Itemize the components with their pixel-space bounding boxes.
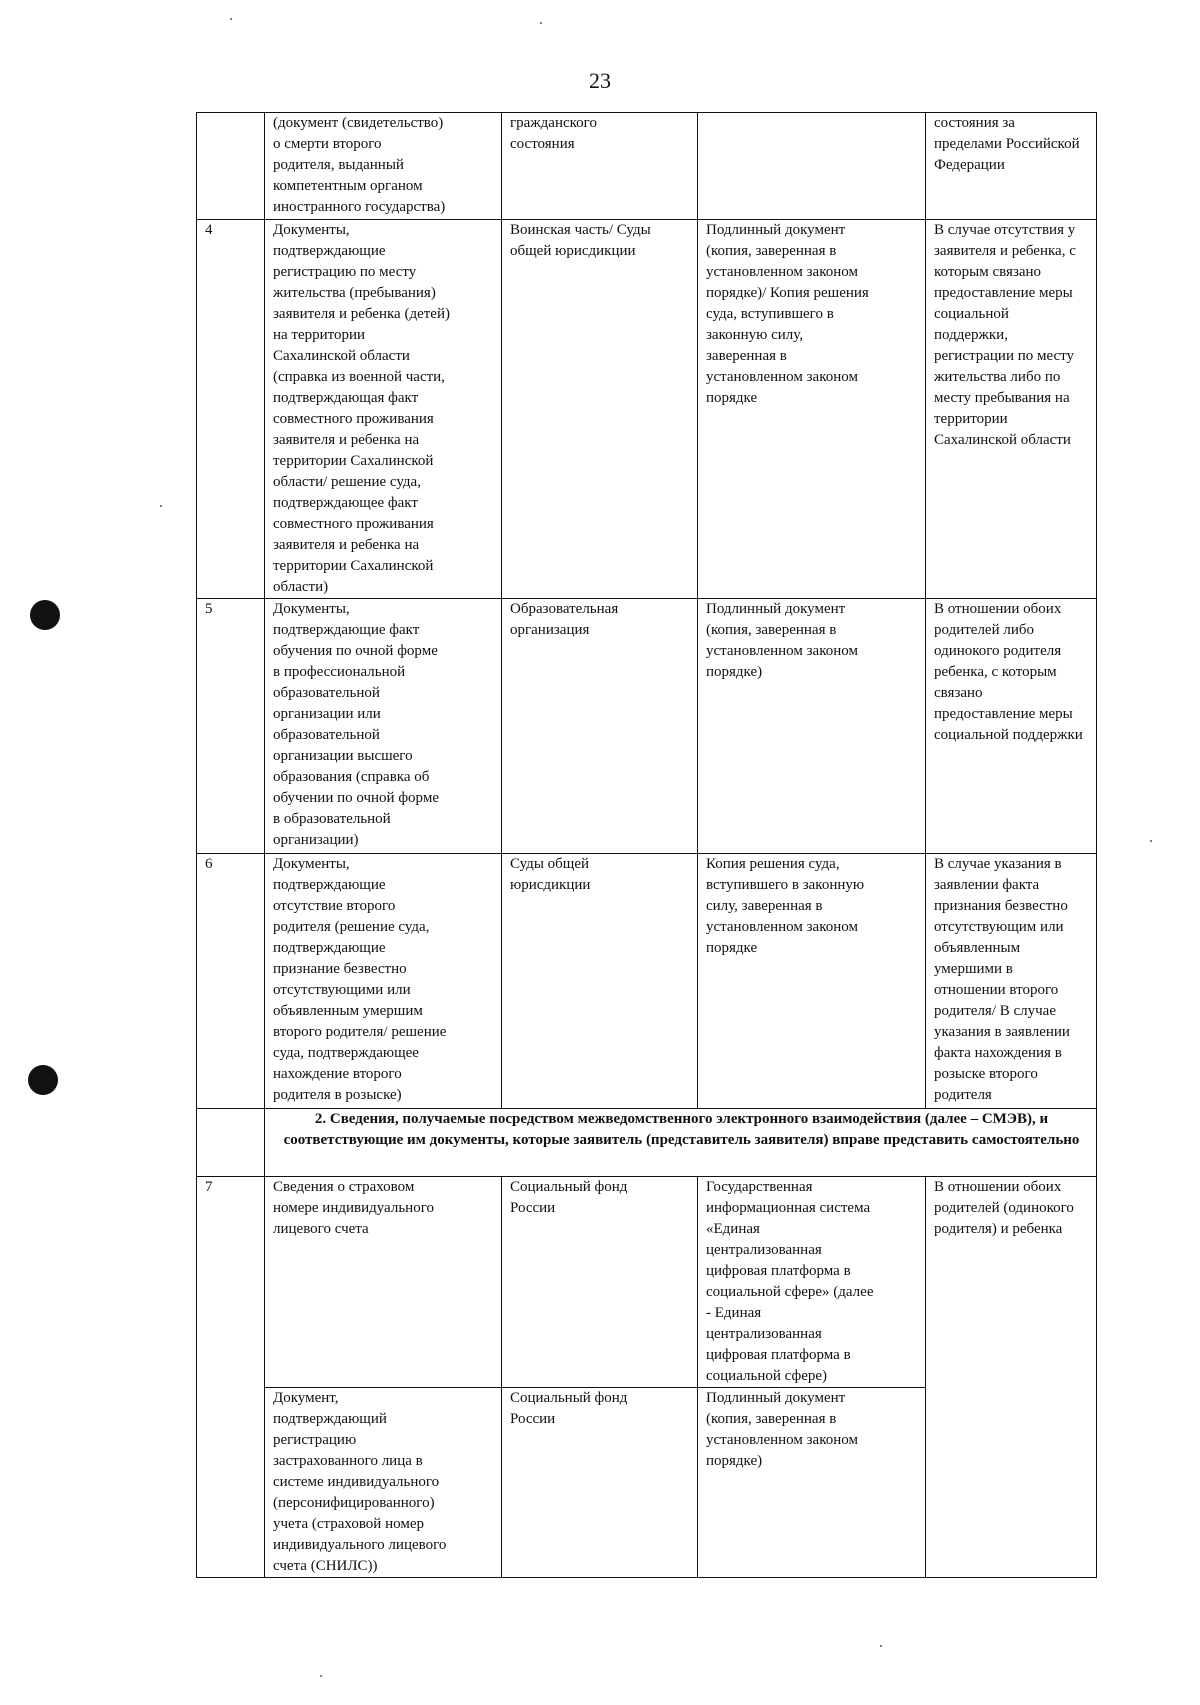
punch-hole-mark-bottom [28,1065,58,1095]
table-row [197,854,1097,1109]
document-cell: Документ, подтверждающий регистрацию застрахованного лица в системе индивидуального (персонифицированного) учета (страховой номер индивидуального лицевого счета (СНИЛС)) [265,1388,502,1578]
document-cell: Сведения о страховом номере индивидуального лицевого счета [265,1177,502,1388]
scan-speck [880,1645,882,1647]
notes-cell: В случае отсутствия у заявителя и ребенка, с которым связано предоставление меры социальной поддержки, регистрации по месту жительства либо по месту пребывания на территории Сахалинской области [926,220,1097,599]
row-number: 4 [197,220,265,599]
source-cell: Социальный фонд России [502,1388,698,1578]
scan-speck [160,505,162,507]
form-cell: Подлинный документ (копия, заверенная в установленном законом порядке) [698,1388,926,1578]
source-cell: Социальный фонд России [502,1177,698,1388]
table-row [197,220,1097,599]
notes-cell: В отношении обоих родителей либо одинокого родителя ребенка, с которым связано предоставление меры социальной поддержки [926,599,1097,854]
section-heading: 2. Сведения, получаемые посредством межведомственного электронного взаимодействия (далее – СМЭВ), и соответствующие им документы, которые заявитель (представитель заявителя) вправе представить самостоятельно [265,1109,1097,1177]
row-number [197,113,265,220]
notes-cell: В отношении обоих родителей (одинокого родителя) и ребенка [926,1177,1097,1578]
form-cell [698,113,926,220]
document-cell: Документы, подтверждающие факт обучения по очной форме в профессиональной образовательной организации или образовательной организации высшего образования (справка об обучении по очной форме в образовательной организации) [265,599,502,854]
row-number: 7 [197,1177,265,1578]
source-cell: гражданского состояния [502,113,698,220]
scan-speck [320,1675,322,1677]
form-cell: Государственная информационная система «Единая централизованная цифровая платформа в социальной сфере» (далее - Единая централизованная цифровая платформа в социальной сфере) [698,1177,926,1388]
scan-speck [540,22,542,24]
section-heading-row [197,1109,1097,1177]
table-row-continuation [197,113,1097,220]
form-cell: Подлинный документ (копия, заверенная в установленном законом порядке)/ Копия решения суда, вступившего в законную силу, заверенная в установленном законом порядке [698,220,926,599]
scan-speck [1150,840,1152,842]
form-cell: Подлинный документ (копия, заверенная в установленном законом порядке) [698,599,926,854]
punch-hole-mark-top [30,600,60,630]
table-row [197,599,1097,854]
notes-cell: В случае указания в заявлении факта признания безвестно отсутствующим или объявленным умершими в отношении второго родителя/ В случае указания в заявлении факта нахождения в розыске второго родителя [926,854,1097,1109]
source-cell: Образовательная организация [502,599,698,854]
source-cell: Воинская часть/ Суды общей юрисдикции [502,220,698,599]
scan-speck [230,18,232,20]
document-cell: (документ (свидетельство) о смерти второго родителя, выданный компетентным органом иностранного государства) [265,113,502,220]
row-number: 5 [197,599,265,854]
documents-table [196,112,1097,1578]
source-cell: Суды общей юрисдикции [502,854,698,1109]
form-cell: Копия решения суда, вступившего в законную силу, заверенная в установленном законом порядке [698,854,926,1109]
page-number: 23 [589,68,611,93]
row-number: 6 [197,854,265,1109]
document-cell: Документы, подтверждающие регистрацию по месту жительства (пребывания) заявителя и ребенка (детей) на территории Сахалинской области (справка из военной части, подтверждающая факт совместного проживания заявителя и ребенка на территории Сахалинской области/ решение суда, подтверждающее факт совместного проживания заявителя и ребенка на территории Сахалинской области) [265,220,502,599]
notes-cell: состояния за пределами Российской Федерации [926,113,1097,220]
section-number-cell [197,1109,265,1177]
document-cell: Документы, подтверждающие отсутствие второго родителя (решение суда, подтверждающие признание безвестно отсутствующими или объявленным умершим второго родителя/ решение суда, подтверждающее нахождение второго родителя в розыске) [265,854,502,1109]
table-row [197,1177,1097,1388]
